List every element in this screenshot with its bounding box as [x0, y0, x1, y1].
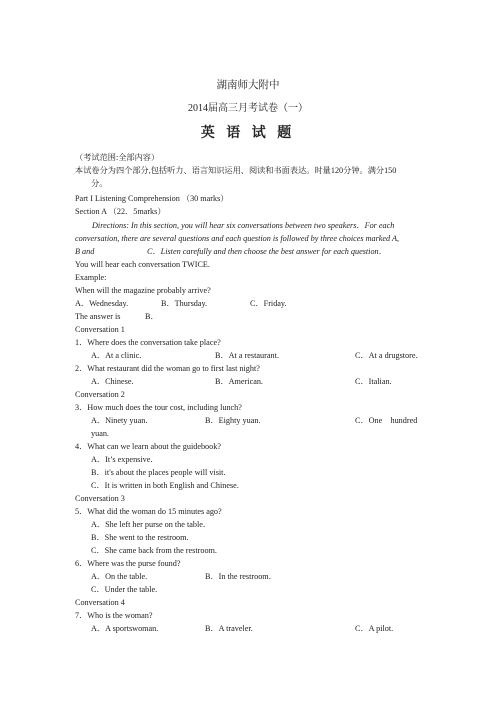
example-option-c: C．Friday. [250, 299, 287, 308]
part-title: Part I Listening Comprehension （30 marks） [75, 194, 229, 203]
school-name: 湖南师大附中 [216, 80, 280, 91]
example-option-b: B．Thursday. [161, 299, 208, 308]
question-5: 5．What did the woman do 15 minutes ago? [75, 507, 222, 516]
exam-title: 2014届高三月考试卷（一） [188, 103, 308, 114]
question-4-option-b: B．it's about the places people will visit. [91, 468, 226, 477]
conversation-3-label: Conversation 3 [75, 494, 125, 503]
example-label: Example: [75, 273, 107, 282]
question-6-option-c: C．Under the table. [91, 585, 158, 594]
question-1: 1．Where does the conversation take place? [75, 338, 221, 347]
question-5-option-c: C．She came back from the restroom. [91, 546, 217, 555]
question-4-option-a: A．It’s expensive． [91, 455, 159, 464]
section-title: Section A （22．5marks） [75, 207, 166, 216]
exam-description-cont: 分。 [91, 179, 108, 188]
question-6: 6．Where was the purse found? [75, 559, 181, 568]
example-question: When will the magazine probably arrive? [75, 286, 211, 295]
example-answer-value: B． [145, 312, 159, 321]
example-answer-label: The answer is [75, 312, 121, 321]
directions-line-2: conversation, there are several questions and each question is followed by three choices marked A, [75, 234, 400, 243]
question-3: 3．How much does the tour cost, including lunch? [75, 403, 242, 412]
question-3-option-a: A．Ninety yuan. [91, 416, 148, 425]
question-6-option-a: A．On the table. [91, 572, 148, 581]
question-2-option-c: C．Italian. [355, 377, 392, 386]
question-7-option-c: C．A pilot. [355, 624, 394, 633]
subject-title: 英 语 试 题 [200, 126, 296, 141]
hear-twice-note: You will hear each conversation TWICE. [75, 260, 210, 269]
question-2-option-b: B．American. [215, 377, 263, 386]
example-option-a: A．Wednesday. [75, 299, 129, 308]
question-3-option-c-cont: yuan. [91, 429, 109, 438]
directions-line-3b: C．Listen carefully and then choose the best answer for each question． [147, 247, 387, 256]
directions-line-3a: B and [75, 247, 95, 256]
question-7-option-a: A．A sportswoman. [91, 624, 159, 633]
question-2-option-a: A．Chinese. [91, 377, 134, 386]
conversation-1-label: Conversation 1 [75, 325, 125, 334]
question-2: 2．What restaurant did the woman go to first last night? [75, 364, 260, 373]
exam-description: 本试卷分为四个部分,包括听力、语言知识运用、阅读和书面表达。时量120分钟。满分150 [75, 166, 397, 175]
question-4-option-c: C．It is written in both English and Chinese. [91, 481, 239, 490]
question-3-option-c: C．One hundred [355, 416, 418, 425]
question-5-option-b: B．She went to the restroom. [91, 533, 189, 542]
question-7-option-b: B．A traveler. [205, 624, 253, 633]
question-4: 4．What can we learn about the guidebook? [75, 442, 221, 451]
question-1-option-a: A．At a clinic. [91, 351, 142, 360]
question-7: 7．Who is the woman? [75, 611, 153, 620]
question-1-option-b: B．At a restaurant. [215, 351, 279, 360]
conversation-2-label: Conversation 2 [75, 390, 125, 399]
question-3-option-b: B．Eighty yuan. [205, 416, 261, 425]
exam-scope: （考试范围:全部内容） [75, 153, 160, 162]
question-1-option-c: C．At a drugstore． [355, 351, 424, 360]
question-6-option-b: B．In the restroom． [205, 572, 277, 581]
directions: Directions: In this section, you will hear six conversations between two speakers．For each [92, 221, 395, 230]
conversation-4-label: Conversation 4 [75, 598, 125, 607]
question-5-option-a: A．She left her purse on the table． [91, 520, 212, 529]
